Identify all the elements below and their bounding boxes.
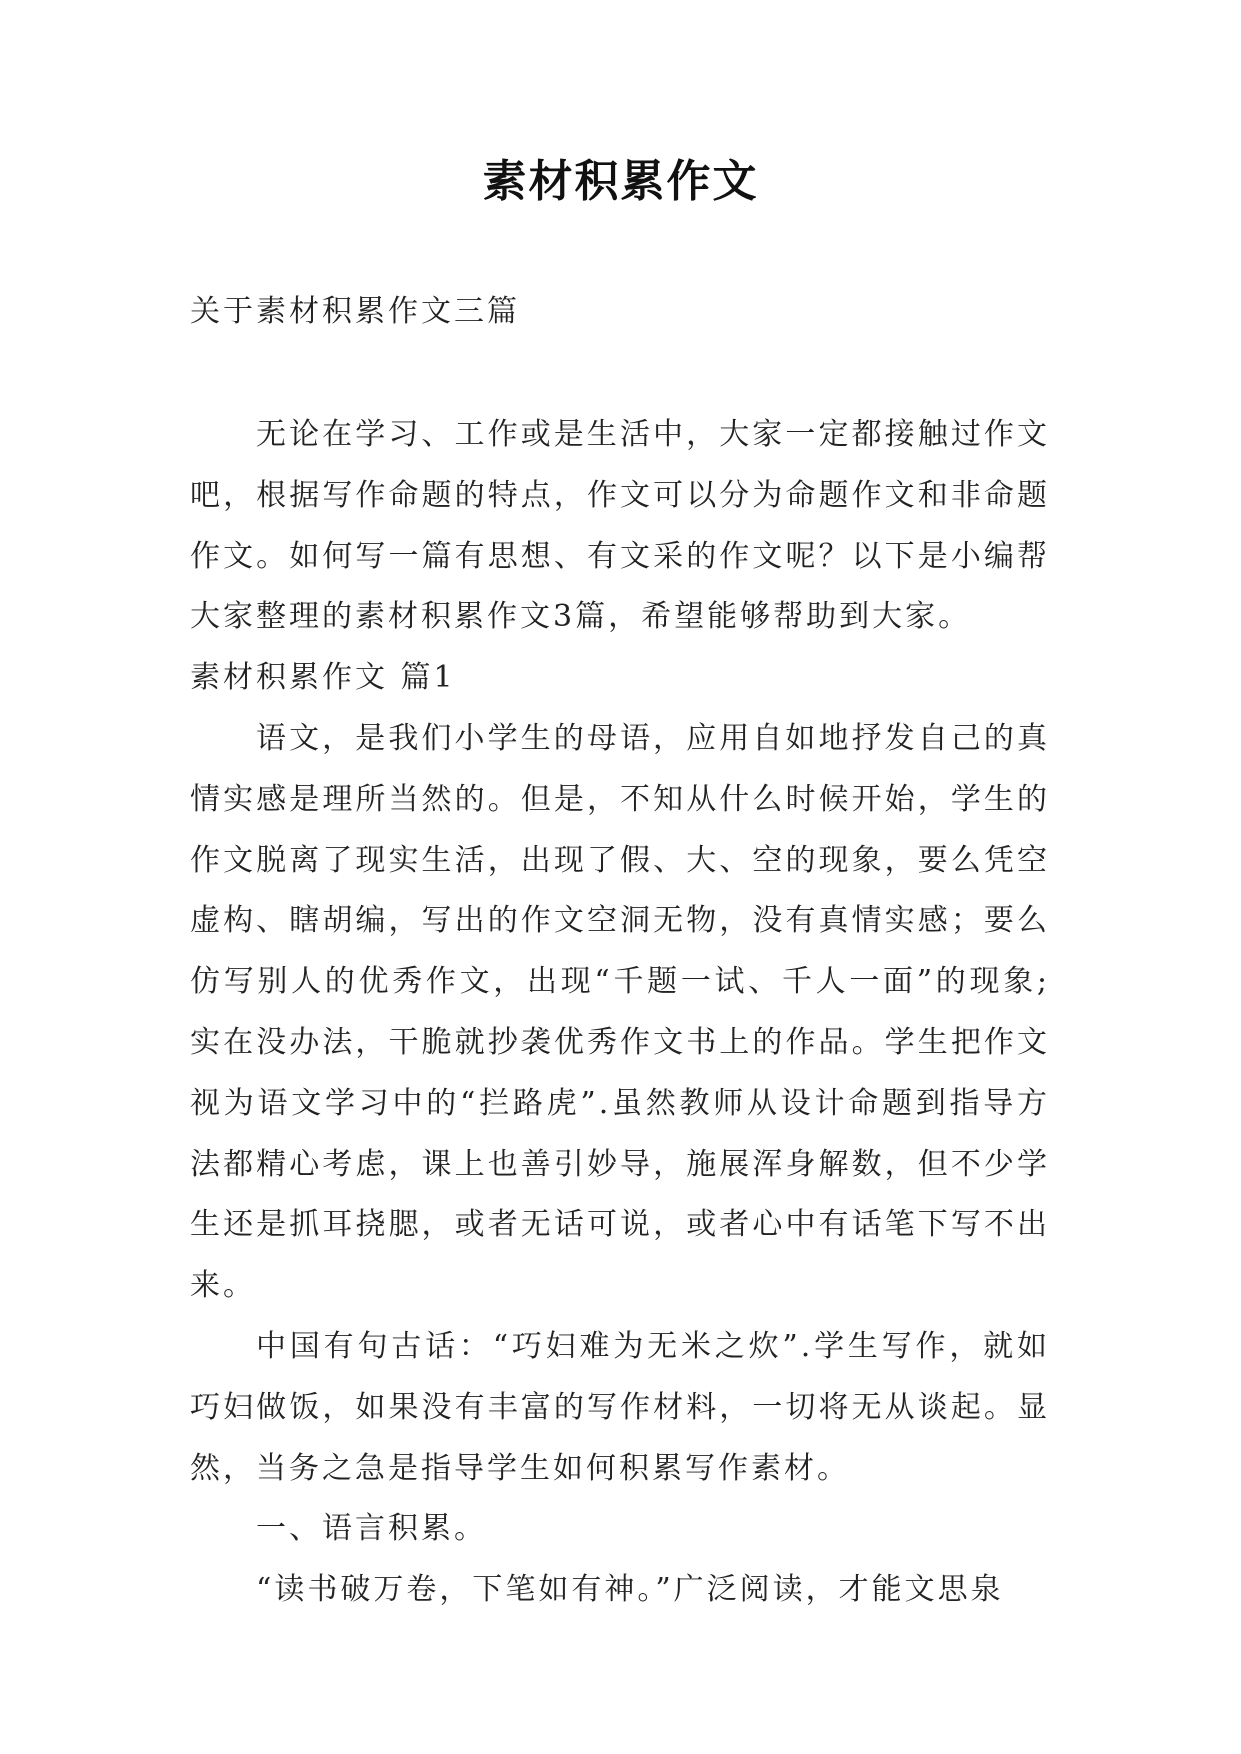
body-paragraph: 中国有句古话：“巧妇难为无米之炊”.学生写作，就如巧妇做饭，如果没有丰富的写作材料，一切将无从谈起。显然，当务之急是指导学生如何积累写作素材。 (190, 1328, 1050, 1486)
document-subtitle: 关于素材积累作文三篇 (190, 294, 520, 329)
body-paragraph: 语文，是我们小学生的母语，应用自如地抒发自己的真情实感是理所当然的。但是，不知从什么时候开始，学生的作文脱离了现实生活，出现了假、大、空的现象，要么凭空虚构、瞎胡编，写出的作文空洞无物，没有真情实感；要么仿写别人的优秀作文，出现“千题一试、千人一面”的现象;实在没办法，干脆就抄袭优秀作文书上的作品。学生把作文视为语文学习中的“拦路虎”.虽然教师从设计命题到指导方法都精心考虑，课上也善引妙导，施展浑身解数，但不少学生还是抓耳挠腮，或者无话可说，或者心中有话笔下写不出来。 (190, 720, 1050, 1304)
document-body (190, 405, 1050, 1621)
section-heading: 素材积累作文 篇1 (190, 660, 456, 696)
subsection-heading: 一、语言积累。 (256, 1511, 487, 1547)
body-paragraph: “读书破万卷，下笔如有神。”广泛阅读，才能文思泉 (256, 1572, 1004, 1608)
intro-paragraph: 无论在学习、工作或是生活中，大家一定都接触过作文吧，根据写作命题的特点，作文可以分为命题作文和非命题作文。如何写一篇有思想、有文采的作文呢？以下是小编帮大家整理的素材积累作文3篇，希望能够帮助到大家。 (190, 417, 1050, 635)
document-title: 素材积累作文 (482, 156, 759, 207)
